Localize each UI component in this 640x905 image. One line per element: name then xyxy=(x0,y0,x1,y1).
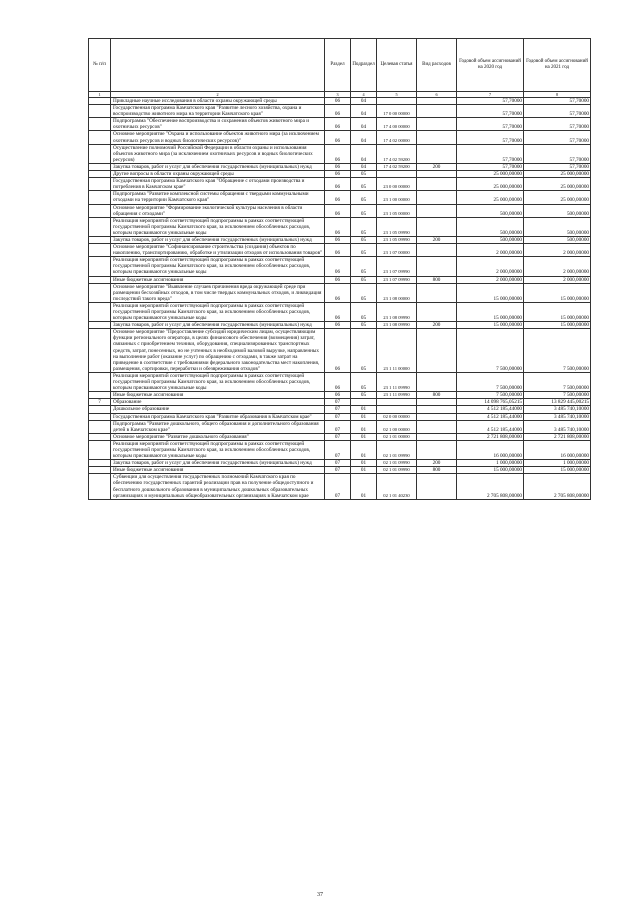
row-podrazdel: 04 xyxy=(351,118,377,131)
budget-table xyxy=(88,38,591,500)
row-name: Закупка товаров, работ и услуг для обеспечения государственных (муниципальных) нужд xyxy=(111,163,325,170)
row-amount-2021: 2 000,00000 xyxy=(524,276,591,283)
table-row xyxy=(89,413,591,420)
row-target-article xyxy=(377,98,417,105)
row-podrazdel: 05 xyxy=(351,191,377,204)
row-amount-2021: 57,70000 xyxy=(524,144,591,163)
table-row xyxy=(89,372,591,391)
row-target-article xyxy=(377,171,417,178)
row-expense-type xyxy=(417,406,457,413)
row-podrazdel: 01 xyxy=(351,433,377,440)
row-expense-type xyxy=(417,283,457,302)
row-name: Основное мероприятие "Охрана и использование объектов животного мира (за исключением охотничьих ресурсов и водных биологических ресурсов)" xyxy=(111,131,325,144)
row-expense-type xyxy=(417,433,457,440)
row-expense-type xyxy=(417,105,457,118)
row-podrazdel: 01 xyxy=(351,420,377,433)
row-amount-2020: 57,70000 xyxy=(457,163,524,170)
row-target-article: 17 4 00 00000 xyxy=(377,118,417,131)
row-podrazdel: 05 xyxy=(351,283,377,302)
row-target-article: 02 1 01 09990 xyxy=(377,460,417,467)
table-row xyxy=(89,105,591,118)
row-name: Иные бюджетные ассигнования xyxy=(111,392,325,399)
row-amount-2021: 3 485 740,10000 xyxy=(524,406,591,413)
row-amount-2020: 57,70000 xyxy=(457,105,524,118)
row-podrazdel: 05 xyxy=(351,302,377,321)
row-name: Основное мероприятие "Развитие дошкольного образования" xyxy=(111,433,325,440)
table-row xyxy=(89,276,591,283)
row-amount-2020: 16 000,00000 xyxy=(457,440,524,459)
row-number xyxy=(89,178,111,191)
row-amount-2020: 57,70000 xyxy=(457,118,524,131)
row-name: Образование xyxy=(111,399,325,406)
row-razdel: 06 xyxy=(325,191,351,204)
row-amount-2020: 14 098 765,05215 xyxy=(457,399,524,406)
row-target-article: 23 1 11 00000 xyxy=(377,329,417,373)
row-amount-2021: 1 000,00000 xyxy=(524,460,591,467)
row-name: Иные бюджетные ассигнования xyxy=(111,276,325,283)
column-number: 7 xyxy=(457,92,524,98)
table-row xyxy=(89,440,591,459)
table-row xyxy=(89,244,591,257)
row-expense-type xyxy=(417,329,457,373)
row-number xyxy=(89,191,111,204)
row-target-article: 23 1 07 09990 xyxy=(377,276,417,283)
row-name: Реализация мероприятий соответствующей подпрограммы в рамках соответствующей государственной программы Камчатского края, за исключением обособленных расходов, которым присваиваются уникальные коды xyxy=(111,372,325,391)
row-amount-2021: 15 000,00000 xyxy=(524,283,591,302)
row-name: Прикладные научные исследования в области охраны окружающей среды xyxy=(111,98,325,105)
row-amount-2021: 25 000,00000 xyxy=(524,191,591,204)
row-amount-2020: 25 000,00000 xyxy=(457,191,524,204)
table-body xyxy=(89,98,591,500)
row-podrazdel: 05 xyxy=(351,178,377,191)
table-row xyxy=(89,98,591,105)
row-amount-2020: 2 000,00000 xyxy=(457,276,524,283)
header-num: № п/п xyxy=(89,39,111,92)
row-name: Подпрограмма "Обеспечение воспроизводства и сохранения объектов животного мира и охотничьих ресурсов" xyxy=(111,118,325,131)
row-razdel: 06 xyxy=(325,276,351,283)
row-razdel: 06 xyxy=(325,302,351,321)
header-amount-2021: Годовой объем ассигнований на 2021 год xyxy=(524,39,591,92)
row-amount-2020: 15 000,00000 xyxy=(457,322,524,329)
row-amount-2020: 7 500,00000 xyxy=(457,329,524,373)
row-number xyxy=(89,118,111,131)
table-row xyxy=(89,420,591,433)
row-number xyxy=(89,440,111,459)
header-razdel: Раздел xyxy=(325,39,351,92)
row-amount-2020: 500,00000 xyxy=(457,236,524,243)
row-razdel: 06 xyxy=(325,105,351,118)
row-number xyxy=(89,236,111,243)
row-amount-2021: 15 000,00000 xyxy=(524,322,591,329)
row-podrazdel: 04 xyxy=(351,144,377,163)
row-target-article: 02 0 00 00000 xyxy=(377,413,417,420)
row-amount-2020: 57,70000 xyxy=(457,131,524,144)
row-razdel: 06 xyxy=(325,118,351,131)
row-name: Иные бюджетные ассигнования xyxy=(111,467,325,474)
row-amount-2021: 16 000,00000 xyxy=(524,440,591,459)
table-row xyxy=(89,178,591,191)
row-target-article: 23 1 11 09990 xyxy=(377,392,417,399)
row-expense-type xyxy=(417,204,457,217)
header-name xyxy=(111,39,325,92)
row-podrazdel: 05 xyxy=(351,204,377,217)
row-razdel: 07 xyxy=(325,406,351,413)
row-name: Реализация мероприятий соответствующей подпрограммы в рамках соответствующей государственной программы Камчатского края, за исключением обособленных расходов, которым присваиваются уникальные коды xyxy=(111,257,325,276)
table-row xyxy=(89,322,591,329)
row-amount-2020: 7 500,00000 xyxy=(457,392,524,399)
budget-table-sheet xyxy=(88,38,590,500)
header-amount-2020: Годовой объем ассигнований на 2020 год xyxy=(457,39,524,92)
row-podrazdel: 01 xyxy=(351,406,377,413)
row-expense-type xyxy=(417,217,457,236)
row-expense-type xyxy=(417,191,457,204)
column-number: 5 xyxy=(377,92,417,98)
table-row xyxy=(89,118,591,131)
column-number: 6 xyxy=(417,92,457,98)
row-name: Реализация мероприятий соответствующей подпрограммы в рамках соответствующей государственной программы Камчатского края, за исключением обособленных расходов, которым присваиваются уникальные коды xyxy=(111,217,325,236)
row-number xyxy=(89,105,111,118)
row-name: Подпрограмма "Развитие комплексной системы обращения с твердыми коммунальными отходами на территории Камчатского края" xyxy=(111,191,325,204)
row-amount-2020: 2 705 808,00000 xyxy=(457,474,524,499)
row-name: Реализация мероприятий соответствующей подпрограммы в рамках соответствующей государственной программы Камчатского края, за исключением обособленных расходов, которым присваиваются уникальные коды xyxy=(111,440,325,459)
row-amount-2020: 57,70000 xyxy=(457,144,524,163)
row-expense-type xyxy=(417,144,457,163)
row-target-article: 17 0 00 00000 xyxy=(377,105,417,118)
column-number: 3 xyxy=(325,92,351,98)
row-amount-2021: 2 721 808,00000 xyxy=(524,433,591,440)
row-name: Закупка товаров, работ и услуг для обеспечения государственных (муниципальных) нужд xyxy=(111,236,325,243)
row-expense-type xyxy=(417,171,457,178)
row-number xyxy=(89,171,111,178)
row-target-article: 23 1 11 09990 xyxy=(377,372,417,391)
table-row xyxy=(89,467,591,474)
row-razdel: 07 xyxy=(325,440,351,459)
row-expense-type xyxy=(417,118,457,131)
table-row xyxy=(89,144,591,163)
row-podrazdel: 05 xyxy=(351,217,377,236)
row-name: Осуществление полномочий Российской Федерации в области охраны и использования объектов животного мира (за исключением охотничьих ресурсов и водных биологических ресурсов) xyxy=(111,144,325,163)
row-target-article xyxy=(377,399,417,406)
row-name: Реализация мероприятий соответствующей подпрограммы в рамках соответствующей государственной программы Камчатского края, за исключением обособленных расходов, которым присваиваются уникальные коды xyxy=(111,302,325,321)
row-number xyxy=(89,322,111,329)
table-row xyxy=(89,131,591,144)
row-name: Государственная программа Камчатского края "Обращение с отходами производства и потребления в Камчатском крае" xyxy=(111,178,325,191)
table-row xyxy=(89,433,591,440)
table-row xyxy=(89,236,591,243)
row-name: Основное мероприятие "Предоставление субсидий юридическим лицам, осуществляющим функции регионального оператора, в целях финансового обеспечения (возмещения) затрат, связанных с приобретением техники, оборудования, специализированных транспортных средств, затрат, понесенных, но не учтенных в необходимой валовой выручке, направленных на выполнение работ (оказание услуг) по обращению с отходами, в также затрат на приведение в соответствие с требованиями федерального законодательства мест накопления, размещения, сортировки, переработки и обезвреживания отходов" xyxy=(111,329,325,373)
row-amount-2020: 15 000,00000 xyxy=(457,467,524,474)
row-amount-2020: 2 000,00000 xyxy=(457,257,524,276)
row-amount-2021: 25 000,00000 xyxy=(524,171,591,178)
row-expense-type: 200 xyxy=(417,460,457,467)
row-expense-type: 200 xyxy=(417,236,457,243)
row-number xyxy=(89,392,111,399)
row-target-article: 17 4 02 59200 xyxy=(377,144,417,163)
row-amount-2021: 57,70000 xyxy=(524,98,591,105)
row-amount-2020: 4 512 185,44000 xyxy=(457,406,524,413)
row-amount-2020: 25 000,00000 xyxy=(457,178,524,191)
row-amount-2021: 3 485 740,10000 xyxy=(524,420,591,433)
row-amount-2021: 2 000,00000 xyxy=(524,257,591,276)
row-number xyxy=(89,467,111,474)
row-expense-type: 800 xyxy=(417,392,457,399)
row-number xyxy=(89,433,111,440)
row-amount-2021: 7 500,00000 xyxy=(524,329,591,373)
table-row xyxy=(89,257,591,276)
row-amount-2021: 25 000,00000 xyxy=(524,178,591,191)
row-amount-2020: 7 500,00000 xyxy=(457,372,524,391)
row-razdel: 06 xyxy=(325,144,351,163)
row-name: Закупка товаров, работ и услуг для обеспечения государственных (муниципальных) нужд xyxy=(111,460,325,467)
row-amount-2021: 57,70000 xyxy=(524,131,591,144)
row-podrazdel: 05 xyxy=(351,276,377,283)
row-expense-type xyxy=(417,372,457,391)
row-target-article: 02 1 01 00000 xyxy=(377,433,417,440)
row-podrazdel xyxy=(351,399,377,406)
row-razdel: 06 xyxy=(325,322,351,329)
row-expense-type xyxy=(417,474,457,499)
row-target-article: 23 1 05 00000 xyxy=(377,204,417,217)
row-razdel: 06 xyxy=(325,131,351,144)
row-razdel: 07 xyxy=(325,474,351,499)
row-razdel: 06 xyxy=(325,244,351,257)
row-razdel: 06 xyxy=(325,236,351,243)
row-amount-2020: 500,00000 xyxy=(457,217,524,236)
row-name: Подпрограмма "Развитие дошкольного, общего образования и дополнительного образования детей в Камчатском крае" xyxy=(111,420,325,433)
row-expense-type xyxy=(417,413,457,420)
row-target-article: 23 1 05 09990 xyxy=(377,217,417,236)
row-podrazdel: 05 xyxy=(351,236,377,243)
row-amount-2020: 1 000,00000 xyxy=(457,460,524,467)
row-podrazdel: 04 xyxy=(351,131,377,144)
row-name: Субвенции для осуществления государственных полномочий Камчатского края по обеспечению государственных гарантий реализации прав на получение общедоступного и бесплатного дошкольного образования в муниципальных дошкольных образовательных организациях и муниципальных общеобразовательных организациях в Камчатском крае xyxy=(111,474,325,499)
row-number xyxy=(89,413,111,420)
row-target-article: 23 1 07 09990 xyxy=(377,257,417,276)
row-amount-2020: 15 000,00000 xyxy=(457,302,524,321)
row-target-article: 23 1 00 00000 xyxy=(377,191,417,204)
row-name: Государственная программа Камчатского края "Развитие лесного хозяйства, охрана и воспроизводство животного мира на территории Камчатского края" xyxy=(111,105,325,118)
row-target-article: 23 1 08 00000 xyxy=(377,283,417,302)
row-amount-2021: 500,00000 xyxy=(524,204,591,217)
row-amount-2021: 7 500,00000 xyxy=(524,372,591,391)
row-amount-2020: 25 000,00000 xyxy=(457,171,524,178)
row-number xyxy=(89,144,111,163)
row-razdel: 06 xyxy=(325,98,351,105)
row-podrazdel: 01 xyxy=(351,440,377,459)
row-razdel: 06 xyxy=(325,257,351,276)
row-expense-type xyxy=(417,257,457,276)
row-razdel: 06 xyxy=(325,204,351,217)
row-number xyxy=(89,474,111,499)
row-amount-2020: 2 721 808,00000 xyxy=(457,433,524,440)
row-name: Основное мероприятие "Формирование экологической культуры населения в области обращения с отходами" xyxy=(111,204,325,217)
column-number: 2 xyxy=(111,92,325,98)
row-amount-2021: 57,70000 xyxy=(524,105,591,118)
row-amount-2021: 2 000,00000 xyxy=(524,244,591,257)
row-number xyxy=(89,217,111,236)
row-razdel: 06 xyxy=(325,283,351,302)
row-razdel: 07 xyxy=(325,433,351,440)
table-row xyxy=(89,171,591,178)
row-amount-2021: 57,70000 xyxy=(524,118,591,131)
row-name: Основное мероприятие "Софинансирование строительства (создания) объектов по накоплению, транспортированию, обработке и утилизации отходов от использования товаров" xyxy=(111,244,325,257)
row-razdel: 06 xyxy=(325,163,351,170)
row-podrazdel: 05 xyxy=(351,329,377,373)
table-row xyxy=(89,191,591,204)
row-expense-type xyxy=(417,302,457,321)
row-number xyxy=(89,257,111,276)
table-row xyxy=(89,399,591,406)
row-razdel: 06 xyxy=(325,171,351,178)
row-amount-2020: 4 512 185,44000 xyxy=(457,420,524,433)
column-number: 1 xyxy=(89,92,111,98)
row-amount-2021: 7 500,00000 xyxy=(524,392,591,399)
header-target-article: Целевая статья xyxy=(377,39,417,92)
table-row xyxy=(89,392,591,399)
row-number xyxy=(89,329,111,373)
row-expense-type xyxy=(417,420,457,433)
row-target-article: 23 1 05 09990 xyxy=(377,236,417,243)
row-podrazdel: 01 xyxy=(351,474,377,499)
row-razdel: 07 xyxy=(325,467,351,474)
row-target-article: 23 1 08 09990 xyxy=(377,322,417,329)
row-name: Другие вопросы в области охраны окружающей среды xyxy=(111,171,325,178)
row-target-article xyxy=(377,406,417,413)
row-razdel: 06 xyxy=(325,392,351,399)
row-podrazdel: 05 xyxy=(351,171,377,178)
table-row xyxy=(89,460,591,467)
row-razdel: 07 xyxy=(325,413,351,420)
row-amount-2020: 15 000,00000 xyxy=(457,283,524,302)
row-number xyxy=(89,302,111,321)
row-expense-type xyxy=(417,244,457,257)
row-number xyxy=(89,131,111,144)
column-number: 4 xyxy=(351,92,377,98)
table-row xyxy=(89,329,591,373)
header-podrazdel: Подраздел xyxy=(351,39,377,92)
row-razdel: 06 xyxy=(325,178,351,191)
table-row xyxy=(89,217,591,236)
row-podrazdel: 01 xyxy=(351,413,377,420)
row-target-article: 02 1 01 40230 xyxy=(377,474,417,499)
table-row xyxy=(89,406,591,413)
row-expense-type xyxy=(417,98,457,105)
row-razdel: 07 xyxy=(325,399,351,406)
row-podrazdel: 05 xyxy=(351,244,377,257)
row-podrazdel: 01 xyxy=(351,467,377,474)
row-amount-2021: 500,00000 xyxy=(524,217,591,236)
row-name: Закупка товаров, работ и услуг для обеспечения государственных (муниципальных) нужд xyxy=(111,322,325,329)
row-expense-type: 200 xyxy=(417,322,457,329)
row-podrazdel: 04 xyxy=(351,98,377,105)
table-row xyxy=(89,163,591,170)
row-target-article: 23 1 08 09990 xyxy=(377,302,417,321)
row-expense-type: 200 xyxy=(417,163,457,170)
row-podrazdel: 04 xyxy=(351,163,377,170)
row-target-article: 17 4 02 00000 xyxy=(377,131,417,144)
row-number xyxy=(89,204,111,217)
row-amount-2020: 2 000,00000 xyxy=(457,244,524,257)
row-name: Дошкольное образование xyxy=(111,406,325,413)
row-target-article: 23 0 00 00000 xyxy=(377,178,417,191)
row-number xyxy=(89,372,111,391)
row-amount-2020: 500,00000 xyxy=(457,204,524,217)
row-target-article: 02 1 01 09990 xyxy=(377,467,417,474)
row-amount-2021: 57,70000 xyxy=(524,163,591,170)
row-number xyxy=(89,460,111,467)
row-number xyxy=(89,406,111,413)
row-amount-2021: 15 000,00000 xyxy=(524,302,591,321)
row-amount-2020: 57,70000 xyxy=(457,98,524,105)
row-razdel: 07 xyxy=(325,420,351,433)
row-razdel: 07 xyxy=(325,460,351,467)
row-expense-type xyxy=(417,178,457,191)
row-podrazdel: 04 xyxy=(351,105,377,118)
header-row xyxy=(89,39,591,92)
row-amount-2021: 500,00000 xyxy=(524,236,591,243)
row-number xyxy=(89,98,111,105)
row-podrazdel: 05 xyxy=(351,322,377,329)
row-target-article: 02 1 00 00000 xyxy=(377,420,417,433)
row-amount-2021: 3 485 740,10000 xyxy=(524,413,591,420)
row-number: 7 xyxy=(89,399,111,406)
row-podrazdel: 05 xyxy=(351,392,377,399)
row-target-article: 17 4 02 59200 xyxy=(377,163,417,170)
row-expense-type: 800 xyxy=(417,276,457,283)
row-number xyxy=(89,163,111,170)
row-amount-2021: 15 000,00000 xyxy=(524,467,591,474)
table-row xyxy=(89,204,591,217)
row-podrazdel: 05 xyxy=(351,257,377,276)
row-expense-type: 800 xyxy=(417,467,457,474)
row-podrazdel: 01 xyxy=(351,460,377,467)
row-target-article: 23 1 07 00000 xyxy=(377,244,417,257)
row-number xyxy=(89,420,111,433)
table-row xyxy=(89,474,591,499)
row-razdel: 06 xyxy=(325,372,351,391)
table-row xyxy=(89,283,591,302)
row-expense-type xyxy=(417,131,457,144)
row-name: Государственная программа Камчатского края "Развитие образования в Камчатском крае" xyxy=(111,413,325,420)
row-amount-2021: 13 829 445,00215 xyxy=(524,399,591,406)
row-expense-type xyxy=(417,440,457,459)
row-target-article: 02 1 01 09990 xyxy=(377,440,417,459)
table-row xyxy=(89,302,591,321)
row-razdel: 06 xyxy=(325,329,351,373)
header-expense-type: Вид расходов xyxy=(417,39,457,92)
row-amount-2020: 4 512 185,44000 xyxy=(457,413,524,420)
page-number: 37 xyxy=(317,892,323,898)
row-name: Основное мероприятие "Выявление случаев причинения вреда окружающей среде при размещении бесхозяйных отходов, в том числе твердых коммунальных отходов, и ликвидация последствий такого вреда" xyxy=(111,283,325,302)
row-amount-2021: 2 705 808,00000 xyxy=(524,474,591,499)
row-podrazdel: 05 xyxy=(351,372,377,391)
row-number xyxy=(89,244,111,257)
column-number: 8 xyxy=(524,92,591,98)
row-number xyxy=(89,283,111,302)
row-number xyxy=(89,276,111,283)
row-expense-type xyxy=(417,399,457,406)
row-razdel: 06 xyxy=(325,217,351,236)
